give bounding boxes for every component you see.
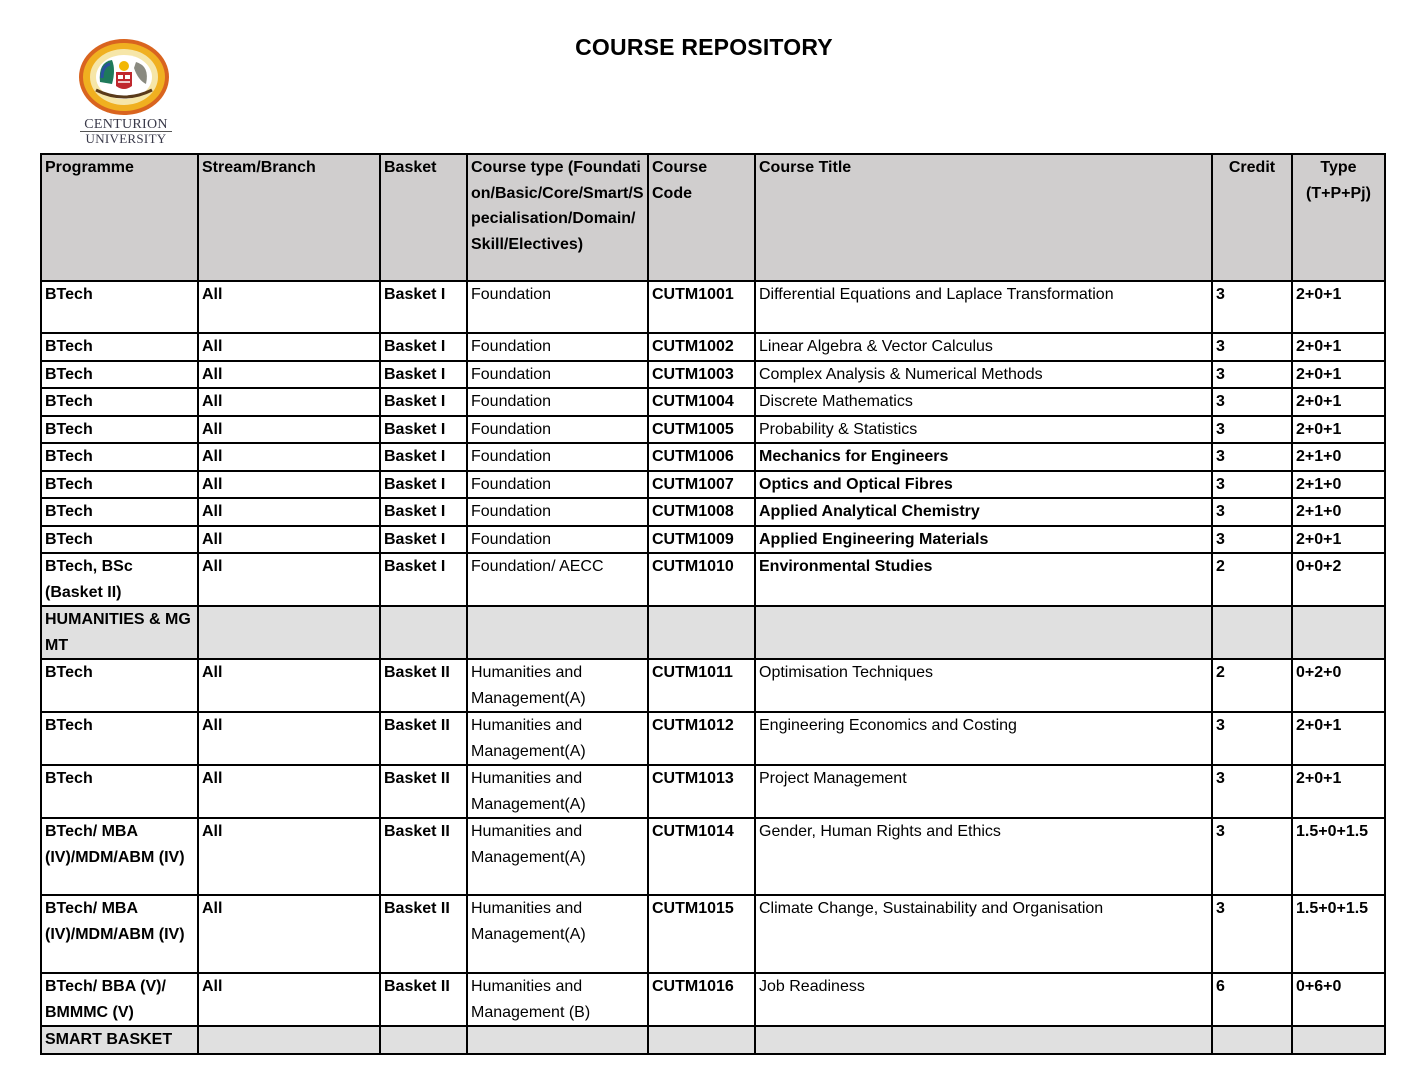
- credit-cell: 3: [1212, 388, 1292, 416]
- programme-cell: BTech/ BBA (V)/ BMMMC (V): [41, 973, 198, 1026]
- table-row: [41, 895, 1385, 973]
- section-empty-cell: [198, 1026, 380, 1054]
- basket-cell: Basket II: [380, 765, 467, 818]
- type-cell: 2+0+1: [1292, 416, 1385, 444]
- stream-cell: All: [198, 333, 380, 361]
- course-code-cell: CUTM1002: [648, 333, 755, 361]
- credit-cell: 3: [1212, 498, 1292, 526]
- course-type-cell: Humanities and Management(A): [467, 659, 648, 712]
- table-row: [41, 818, 1385, 895]
- table-row: [41, 388, 1385, 416]
- column-header-course-type: Course type (Foundation/Basic/Core/Smart/Specialisation/Domain/Skill/Electives): [467, 154, 648, 281]
- basket-cell: Basket I: [380, 281, 467, 333]
- programme-cell: BTech: [41, 765, 198, 818]
- course-code-cell: CUTM1006: [648, 443, 755, 471]
- programme-cell: BTech: [41, 498, 198, 526]
- stream-cell: All: [198, 712, 380, 765]
- course-code-cell: CUTM1010: [648, 553, 755, 606]
- section-row: [41, 1026, 1385, 1054]
- course-type-cell: Foundation/ AECC: [467, 553, 648, 606]
- column-header-type: Type (T+P+Pj): [1292, 154, 1385, 281]
- table-row: [41, 333, 1385, 361]
- section-empty-cell: [380, 1026, 467, 1054]
- table-header-row: [41, 154, 1385, 281]
- stream-cell: All: [198, 765, 380, 818]
- basket-cell: Basket I: [380, 498, 467, 526]
- table-row: [41, 712, 1385, 765]
- column-header-programme: Programme: [41, 154, 198, 281]
- basket-cell: Basket II: [380, 659, 467, 712]
- type-cell: 2+1+0: [1292, 443, 1385, 471]
- programme-cell: BTech/ MBA (IV)/MDM/ABM (IV): [41, 818, 198, 895]
- section-empty-cell: [1292, 1026, 1385, 1054]
- programme-cell: BTech: [41, 471, 198, 499]
- course-title-cell: Environmental Studies: [755, 553, 1212, 606]
- type-cell: 1.5+0+1.5: [1292, 895, 1385, 973]
- programme-cell: BTech: [41, 333, 198, 361]
- course-title-cell: Complex Analysis & Numerical Methods: [755, 361, 1212, 389]
- basket-cell: Basket I: [380, 388, 467, 416]
- course-code-cell: CUTM1016: [648, 973, 755, 1026]
- course-type-cell: Foundation: [467, 281, 648, 333]
- stream-cell: All: [198, 973, 380, 1026]
- section-empty-cell: [755, 606, 1212, 659]
- type-cell: 2+0+1: [1292, 526, 1385, 554]
- table-row: [41, 659, 1385, 712]
- type-cell: 2+0+1: [1292, 765, 1385, 818]
- section-empty-cell: [1212, 606, 1292, 659]
- page-title: COURSE REPOSITORY: [575, 34, 833, 60]
- column-header-stream: Stream/Branch: [198, 154, 380, 281]
- table-row: [41, 526, 1385, 554]
- basket-cell: Basket I: [380, 526, 467, 554]
- type-cell: 2+0+1: [1292, 712, 1385, 765]
- column-header-credit: Credit: [1212, 154, 1292, 281]
- credit-cell: 3: [1212, 895, 1292, 973]
- course-title-cell: Engineering Economics and Costing: [755, 712, 1212, 765]
- credit-cell: 3: [1212, 471, 1292, 499]
- section-empty-cell: [467, 606, 648, 659]
- section-row: [41, 606, 1385, 659]
- course-code-cell: CUTM1011: [648, 659, 755, 712]
- credit-cell: 3: [1212, 333, 1292, 361]
- university-name-line2: UNIVERSITY: [80, 131, 172, 145]
- basket-cell: Basket I: [380, 553, 467, 606]
- course-title-cell: Applied Engineering Materials: [755, 526, 1212, 554]
- course-title-cell: Linear Algebra & Vector Calculus: [755, 333, 1212, 361]
- university-name-line1: CENTURION: [84, 117, 168, 132]
- course-code-cell: CUTM1015: [648, 895, 755, 973]
- course-type-cell: Humanities and Management(A): [467, 895, 648, 973]
- course-type-cell: Humanities and Management(A): [467, 712, 648, 765]
- credit-cell: 3: [1212, 416, 1292, 444]
- course-title-cell: Optics and Optical Fibres: [755, 471, 1212, 499]
- section-label: SMART BASKET: [41, 1026, 198, 1054]
- course-code-cell: CUTM1009: [648, 526, 755, 554]
- programme-cell: BTech/ MBA (IV)/MDM/ABM (IV): [41, 895, 198, 973]
- course-type-cell: Foundation: [467, 333, 648, 361]
- type-cell: 0+2+0: [1292, 659, 1385, 712]
- type-cell: 1.5+0+1.5: [1292, 818, 1385, 895]
- stream-cell: All: [198, 659, 380, 712]
- table-body: [41, 281, 1385, 1054]
- table-row: [41, 973, 1385, 1026]
- credit-cell: 3: [1212, 818, 1292, 895]
- table-row: [41, 765, 1385, 818]
- course-title-cell: Optimisation Techniques: [755, 659, 1212, 712]
- stream-cell: All: [198, 443, 380, 471]
- section-empty-cell: [1292, 606, 1385, 659]
- course-type-cell: Foundation: [467, 471, 648, 499]
- course-type-cell: Foundation: [467, 498, 648, 526]
- programme-cell: BTech: [41, 361, 198, 389]
- section-empty-cell: [648, 606, 755, 659]
- stream-cell: All: [198, 281, 380, 333]
- stream-cell: All: [198, 818, 380, 895]
- course-title-cell: Climate Change, Sustainability and Organisation: [755, 895, 1212, 973]
- course-title-cell: Project Management: [755, 765, 1212, 818]
- course-type-cell: Foundation: [467, 526, 648, 554]
- course-code-cell: CUTM1013: [648, 765, 755, 818]
- column-header-course-code: Course Code: [648, 154, 755, 281]
- programme-cell: BTech: [41, 388, 198, 416]
- column-header-basket: Basket: [380, 154, 467, 281]
- credit-cell: 3: [1212, 443, 1292, 471]
- type-cell: 2+0+1: [1292, 333, 1385, 361]
- course-type-cell: Foundation: [467, 416, 648, 444]
- course-type-cell: Humanities and Management(A): [467, 818, 648, 895]
- credit-cell: 6: [1212, 973, 1292, 1026]
- credit-cell: 3: [1212, 765, 1292, 818]
- course-title-cell: Applied Analytical Chemistry: [755, 498, 1212, 526]
- basket-cell: Basket I: [380, 471, 467, 499]
- programme-cell: BTech, BSc (Basket II): [41, 553, 198, 606]
- course-title-cell: Probability & Statistics: [755, 416, 1212, 444]
- table-row: [41, 553, 1385, 606]
- course-repository-table: [40, 153, 1386, 1055]
- course-title-cell: Differential Equations and Laplace Transformation: [755, 281, 1212, 333]
- column-header-course-title: Course Title: [755, 154, 1212, 281]
- credit-cell: 3: [1212, 526, 1292, 554]
- basket-cell: Basket I: [380, 416, 467, 444]
- course-code-cell: CUTM1003: [648, 361, 755, 389]
- section-empty-cell: [755, 1026, 1212, 1054]
- table-row: [41, 471, 1385, 499]
- programme-cell: BTech: [41, 443, 198, 471]
- course-type-cell: Foundation: [467, 361, 648, 389]
- type-cell: 0+0+2: [1292, 553, 1385, 606]
- stream-cell: All: [198, 526, 380, 554]
- course-type-cell: Humanities and Management(A): [467, 765, 648, 818]
- programme-cell: BTech: [41, 659, 198, 712]
- type-cell: 2+1+0: [1292, 498, 1385, 526]
- credit-cell: 3: [1212, 361, 1292, 389]
- stream-cell: All: [198, 416, 380, 444]
- credit-cell: 2: [1212, 553, 1292, 606]
- course-code-cell: CUTM1012: [648, 712, 755, 765]
- course-code-cell: CUTM1004: [648, 388, 755, 416]
- course-code-cell: CUTM1007: [648, 471, 755, 499]
- programme-cell: BTech: [41, 416, 198, 444]
- course-title-cell: Mechanics for Engineers: [755, 443, 1212, 471]
- section-empty-cell: [198, 606, 380, 659]
- course-title-cell: Gender, Human Rights and Ethics: [755, 818, 1212, 895]
- table-row: [41, 361, 1385, 389]
- university-name: [74, 118, 178, 145]
- credit-cell: 3: [1212, 712, 1292, 765]
- programme-cell: BTech: [41, 281, 198, 333]
- basket-cell: Basket II: [380, 818, 467, 895]
- stream-cell: All: [198, 361, 380, 389]
- basket-cell: Basket II: [380, 712, 467, 765]
- section-empty-cell: [380, 606, 467, 659]
- programme-cell: BTech: [41, 712, 198, 765]
- basket-cell: Basket I: [380, 361, 467, 389]
- course-type-cell: Foundation: [467, 443, 648, 471]
- course-title-cell: Job Readiness: [755, 973, 1212, 1026]
- section-empty-cell: [648, 1026, 755, 1054]
- stream-cell: All: [198, 498, 380, 526]
- table-row: [41, 498, 1385, 526]
- type-cell: 0+6+0: [1292, 973, 1385, 1026]
- credit-cell: 2: [1212, 659, 1292, 712]
- section-empty-cell: [1212, 1026, 1292, 1054]
- course-code-cell: CUTM1014: [648, 818, 755, 895]
- course-type-cell: Humanities and Management (B): [467, 973, 648, 1026]
- course-title-cell: Discrete Mathematics: [755, 388, 1212, 416]
- credit-cell: 3: [1212, 281, 1292, 333]
- basket-cell: Basket I: [380, 333, 467, 361]
- type-cell: 2+0+1: [1292, 361, 1385, 389]
- course-code-cell: CUTM1008: [648, 498, 755, 526]
- type-cell: 2+0+1: [1292, 388, 1385, 416]
- table-row: [41, 443, 1385, 471]
- basket-cell: Basket II: [380, 973, 467, 1026]
- course-type-cell: Foundation: [467, 388, 648, 416]
- type-cell: 2+0+1: [1292, 281, 1385, 333]
- course-code-cell: CUTM1001: [648, 281, 755, 333]
- basket-cell: Basket II: [380, 895, 467, 973]
- stream-cell: All: [198, 553, 380, 606]
- type-cell: 2+1+0: [1292, 471, 1385, 499]
- table-row: [41, 416, 1385, 444]
- stream-cell: All: [198, 388, 380, 416]
- stream-cell: All: [198, 471, 380, 499]
- section-label: HUMANITIES & MGMT: [41, 606, 198, 659]
- table-row: [41, 281, 1385, 333]
- course-code-cell: CUTM1005: [648, 416, 755, 444]
- section-empty-cell: [467, 1026, 648, 1054]
- basket-cell: Basket I: [380, 443, 467, 471]
- stream-cell: All: [198, 895, 380, 973]
- programme-cell: BTech: [41, 526, 198, 554]
